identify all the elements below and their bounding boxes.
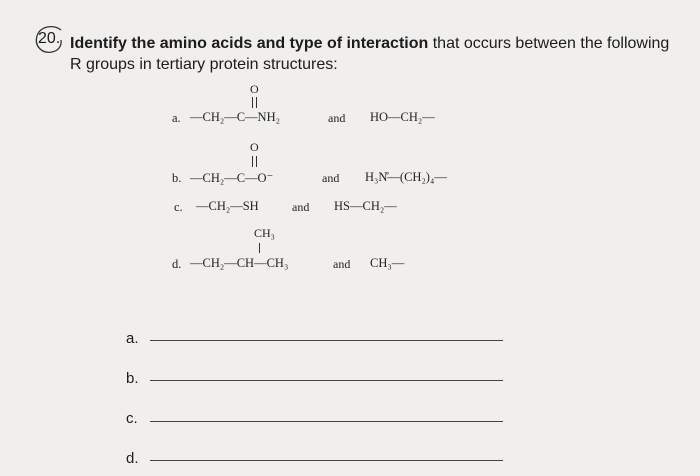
answer-line-a[interactable] [150, 340, 503, 341]
structure-a-label: a. [172, 111, 181, 125]
structure-d-and: and [333, 257, 351, 271]
structure-a-double-bond [252, 97, 257, 108]
structure-b-oxygen: O [250, 140, 259, 154]
answer-label-b: b. [126, 370, 139, 387]
structure-d-single-bond [259, 243, 260, 253]
structure-d-methyl-group: CH₃ [254, 226, 275, 240]
structure-b-and: and [322, 171, 340, 185]
question-number-wrap [38, 30, 60, 48]
structure-d-right-group: CH₃— [370, 256, 405, 270]
structure-c-right-group: HS—CH₂— [334, 199, 397, 213]
prompt-plain-text: that occurs between the following R groups in tertiary protein structures: [70, 35, 670, 73]
structure-a-oxygen: O [250, 82, 259, 96]
structure-a-and: and [328, 111, 346, 125]
structure-c-and: and [292, 200, 310, 214]
structure-b-left-group: —CH₂—C—O⁻ [190, 171, 274, 185]
structure-d-left-group: —CH₂—CH—CH₃ [190, 256, 289, 270]
prompt-bold-text: Identify the amino acids and type of interaction [70, 35, 429, 52]
question-prompt [70, 33, 685, 75]
structure-a-right-group: HO—CH₂— [370, 110, 435, 124]
answer-line-c[interactable] [150, 421, 503, 422]
structure-c-left-group: —CH₂—SH [196, 199, 259, 213]
answer-line-b[interactable] [150, 380, 503, 381]
structure-d-label: d. [172, 257, 182, 271]
answer-line-d[interactable] [150, 460, 503, 461]
answer-label-c: c. [126, 410, 138, 427]
question-number: 20. [38, 30, 61, 47]
structure-b-right-group: H₃N̊—(CH₂)₄— [365, 170, 447, 184]
answer-label-a: a. [126, 330, 139, 347]
structure-b-double-bond [252, 156, 257, 167]
structure-c-label: c. [174, 200, 183, 214]
structure-a-left-group: —CH₂—C—NH₂ [190, 110, 280, 124]
structure-b-label: b. [172, 171, 182, 185]
answer-label-d: d. [126, 450, 139, 467]
